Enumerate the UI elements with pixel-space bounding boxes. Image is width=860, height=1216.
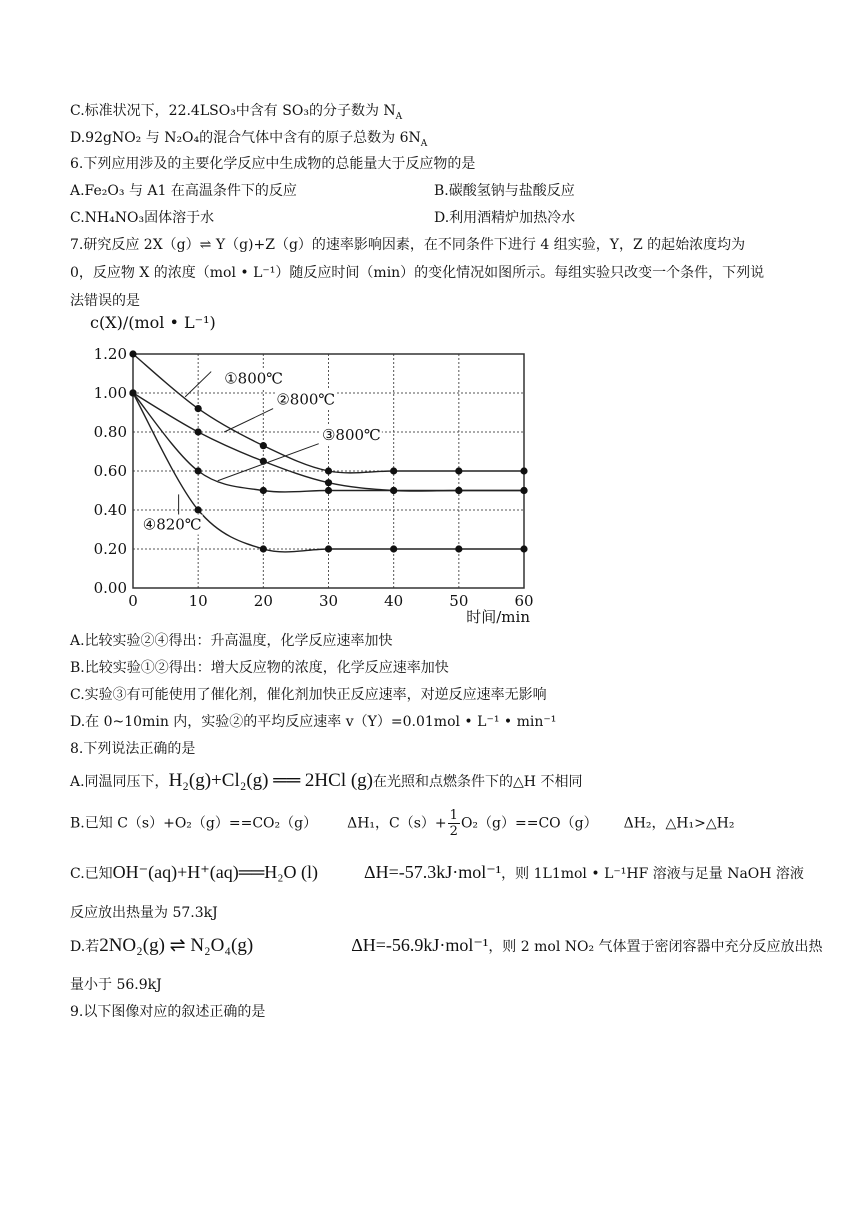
question-9: 9.以下图像对应的叙述正确的是: [70, 1004, 266, 1020]
q7-option-b: B.比较实验①②得出：增大反应物的浓度，化学反应速率加快: [70, 660, 449, 676]
one-half-fraction: $\frac{1}{2}$: [449, 808, 458, 839]
y-tick-label: 0.00: [93, 579, 127, 597]
series-label-leader: [224, 409, 273, 432]
x-axis-label: 时间/min: [466, 608, 530, 626]
data-point: [260, 545, 267, 552]
y-tick-label: 1.20: [93, 345, 127, 363]
y-tick-label: 0.20: [93, 540, 127, 558]
q6-option-b: B.碳酸氢钠与盐酸反应: [434, 183, 575, 199]
data-point: [455, 545, 462, 552]
x-tick-label: 30: [318, 592, 339, 610]
series-label: ③800℃: [321, 425, 381, 444]
question-6: 6.下列应用涉及的主要化学反应中生成物的总能量大于反应物的是: [70, 156, 476, 172]
data-point: [260, 487, 267, 494]
question-7-line3: 法错误的是: [70, 293, 140, 309]
x-tick-label: 40: [384, 592, 404, 610]
x-tick-label: 0: [128, 592, 138, 610]
q8-option-c-line2: 反应放出热量为 57.3kJ: [70, 905, 218, 921]
data-point: [129, 350, 136, 357]
q8-c-equation: OH⁻(aq)+H⁺(aq)══H₂O (l): [112, 862, 319, 882]
series-label: ①800℃: [224, 369, 284, 388]
data-point: [325, 479, 332, 486]
data-point: [195, 405, 202, 412]
question-7-line1: 7.研究反应 2X（g）⇌ Y（g)+Z（g）的速率影响因素，在不同条件下进行 4 组实验，Y，Z 的起始浓度均为: [70, 237, 746, 253]
data-point: [325, 487, 332, 494]
q8-option-d: D.若2NO₂(g) ⇌ N₂O₄(g) ΔH=-56.9kJ·mol⁻¹，则 2 mol NO₂ 气体置于密闭容器中充分反应放出热: [70, 935, 823, 956]
q8-option-b: B.已知 C（s）+O₂（g）==CO₂（g） ΔH₁，C（s）+ $\frac{1}{2}$ O₂（g）==CO（g） ΔH₂，△H₁>△H₂: [70, 808, 735, 839]
data-point: [390, 545, 397, 552]
q6-option-d: D.利用酒精炉加热冷水: [434, 210, 576, 226]
q7-option-d: D.在 0~10min 内，实验②的平均反应速率 v（Y）=0.01mol • L⁻¹ • min⁻¹: [70, 714, 557, 730]
data-point: [390, 487, 397, 494]
q8-a-equation: H₂(g)+Cl₂(g) ══ 2HCl (g): [168, 770, 374, 791]
data-point: [260, 442, 267, 449]
x-tick-label: 50: [449, 592, 469, 610]
x-tick-label: 10: [188, 592, 208, 610]
q6-option-c: C.NH₄NO₃固体溶于水: [70, 210, 215, 226]
q7-option-a: A.比较实验②④得出：升高温度，化学反应速率加快: [70, 633, 393, 649]
data-point: [455, 467, 462, 474]
y-tick-label: 0.40: [93, 501, 127, 519]
q8-option-a: A.同温同压下，H₂(g)+Cl₂(g) ══ 2HCl (g)在光照和点燃条件下的△H 不相同: [70, 770, 583, 791]
data-point: [195, 506, 202, 513]
data-point: [520, 487, 527, 494]
y-tick-label: 1.00: [93, 384, 127, 402]
data-point: [325, 545, 332, 552]
data-point: [520, 467, 527, 474]
y-tick-label: 0.80: [93, 423, 127, 441]
data-point: [129, 389, 136, 396]
data-point: [390, 467, 397, 474]
q8-option-d-line2: 量小于 56.9kJ: [70, 977, 162, 993]
question-7-line2: 0，反应物 X 的浓度（mol • L⁻¹）随反应时间（min）的变化情况如图所示。每组实验只改变一个条件，下列说: [70, 265, 765, 281]
q8-d-equation: 2NO₂(g) ⇌ N₂O₄(g): [99, 935, 254, 956]
data-point: [195, 467, 202, 474]
data-point: [195, 428, 202, 435]
q6-option-a: A.Fe₂O₃ 与 A1 在高温条件下的反应: [70, 183, 297, 199]
x-tick-label: 60: [514, 592, 534, 610]
question-8: 8.下列说法正确的是: [70, 741, 196, 757]
data-point: [455, 487, 462, 494]
x-tick-label: 20: [253, 592, 273, 610]
data-point: [325, 467, 332, 474]
q7-option-c: C.实验③有可能使用了催化剂，催化剂加快正反应速率，对逆反应速率无影响: [70, 687, 547, 703]
option-d-no2: D.92gNO₂ 与 N₂O₄的混合气体中含有的原子总数为 $6N_A$: [70, 130, 428, 149]
concentration-time-chart: [88, 306, 538, 628]
y-axis-label: c(X)/(mol • L⁻¹): [90, 313, 216, 332]
option-c-so3: C.标准状况下，22.4LSO₃中含有 SO₃的分子数为 $N_A$: [70, 103, 403, 122]
series-label: ④820℃: [142, 515, 202, 534]
q8-option-c: C.已知OH⁻(aq)+H⁺(aq)══H₂O (l) ΔH=-57.3kJ·mol⁻¹，则 1L1mol • L⁻¹HF 溶液与足量 NaOH 溶液: [70, 862, 804, 882]
data-point: [520, 545, 527, 552]
y-tick-label: 0.60: [93, 462, 127, 480]
series-label: ②800℃: [276, 390, 336, 409]
